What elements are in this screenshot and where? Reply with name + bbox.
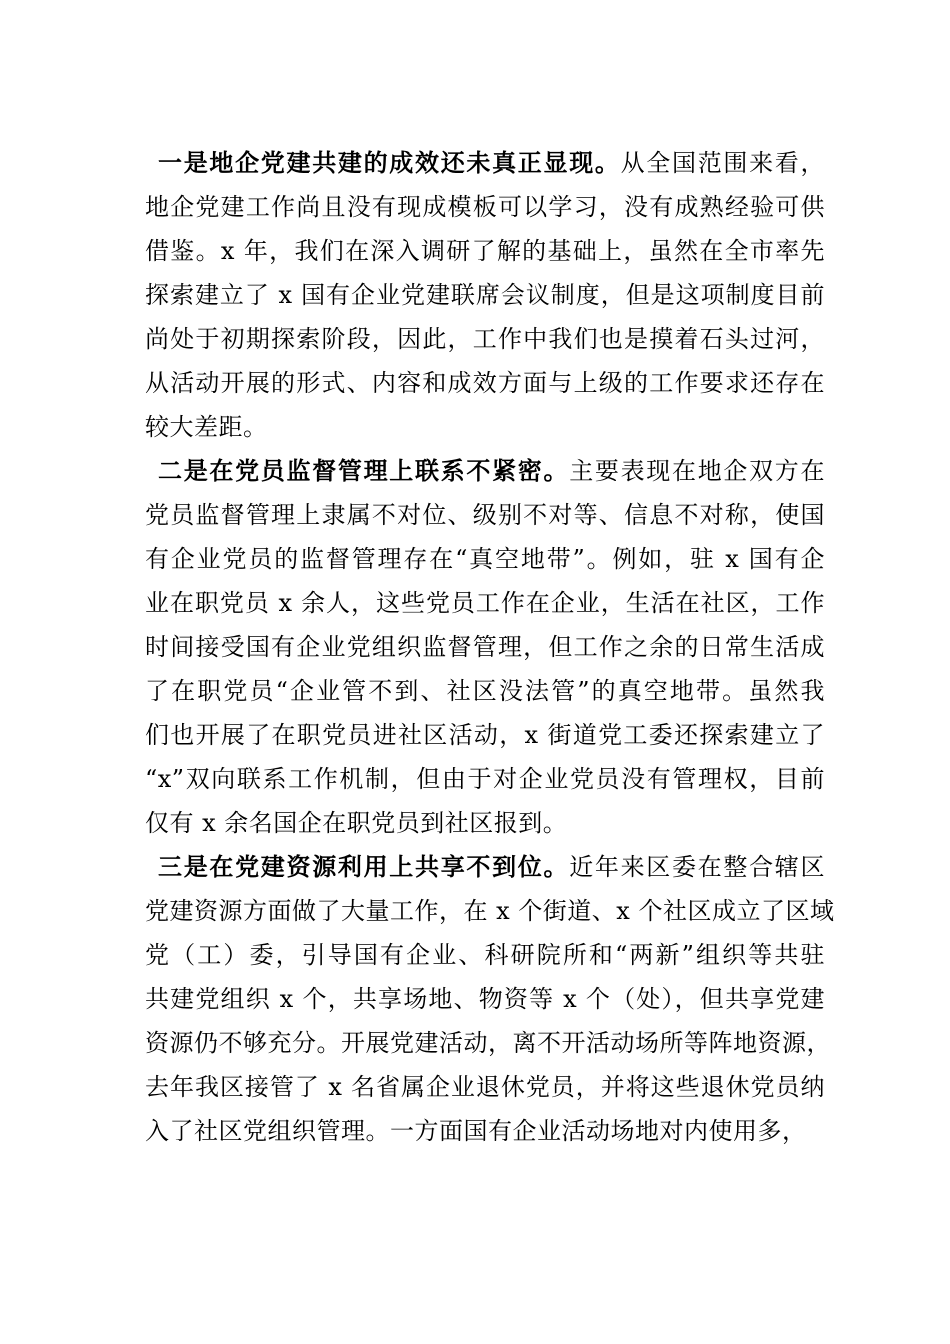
paragraph-1-line-4: 探索建立了 x 国有企业党建联席会议制度，但是这项制度目前 xyxy=(145,281,825,309)
paragraph-1-line-3: 借鉴。x 年，我们在深入调研了解的基础上，虽然在全市率先 xyxy=(145,237,825,265)
paragraph-3-line-2: 党建资源方面做了大量工作，在 x 个街道、x 个社区成立了区域 xyxy=(145,897,835,925)
paragraph-3-line-5: 资源仍不够充分。开展党建活动，离不开活动场所等阵地资源， xyxy=(145,1029,831,1057)
paragraph-3-line-7: 入了社区党组织管理。一方面国有企业活动场地对内使用多， xyxy=(145,1117,807,1145)
paragraph-1 xyxy=(145,141,825,449)
paragraph-1-line-1 xyxy=(145,141,825,185)
paragraph-2-line-1 xyxy=(145,449,825,493)
paragraph-3-lead: 三是在党建资源利用上共享不到位。 xyxy=(158,853,570,881)
paragraph-1-line-1-text: 从全国范围来看， xyxy=(620,149,826,177)
paragraph-3-line-6: 去年我区接管了 x 名省属企业退休党员，并将这些退休党员纳 xyxy=(145,1073,825,1101)
paragraph-2-line-3: 有企业党员的监督管理存在“真空地带”。例如，驻 x 国有企 xyxy=(145,545,825,573)
paragraph-2-line-6: 了在职党员“企业管不到、社区没法管”的真空地带。虽然我 xyxy=(145,677,825,705)
paragraph-1-line-5: 尚处于初期探索阶段，因此，工作中我们也是摸着石头过河， xyxy=(145,325,825,353)
paragraph-3 xyxy=(145,845,835,1153)
paragraph-2-line-4: 业在职党员 x 余人，这些党员工作在企业，生活在社区，工作 xyxy=(145,589,825,617)
paragraph-3-line-1-text: 近年来区委在整合辖区 xyxy=(569,853,826,881)
paragraph-2-line-1-text: 主要表现在地企双方在 xyxy=(569,457,826,485)
paragraph-3-line-1 xyxy=(145,845,825,889)
paragraph-2-line-8: “x”双向联系工作机制，但由于对企业党员没有管理权，目前 xyxy=(145,765,825,793)
paragraph-3-line-3: 党（工）委，引导国有企业、科研院所和“两新”组织等共驻 xyxy=(145,941,825,969)
paragraph-1-line-6: 从活动开展的形式、内容和成效方面与上级的工作要求还存在 xyxy=(145,369,825,397)
paragraph-2 xyxy=(145,449,825,845)
paragraph-1-lead: 一是地企党建共建的成效还未真正显现。 xyxy=(158,149,621,177)
paragraph-2-line-2: 党员监督管理上隶属不对位、级别不对等、信息不对称，使国 xyxy=(145,501,825,529)
paragraph-1-line-2: 地企党建工作尚且没有现成模板可以学习，没有成熟经验可供 xyxy=(145,193,825,221)
paragraph-2-lead: 二是在党员监督管理上联系不紧密。 xyxy=(158,457,570,485)
document-body xyxy=(145,141,835,1153)
paragraph-2-line-9: 仅有 x 余名国企在职党员到社区报到。 xyxy=(145,809,568,837)
paragraph-1-line-7: 较大差距。 xyxy=(145,413,268,441)
paragraph-2-line-7: 们也开展了在职党员进社区活动，x 街道党工委还探索建立了 xyxy=(145,721,825,749)
paragraph-2-line-5: 时间接受国有企业党组织监督管理，但工作之余的日常生活成 xyxy=(145,633,825,661)
paragraph-3-line-4: 共建党组织 x 个，共享场地、物资等 x 个（处），但共享党建 xyxy=(145,985,825,1013)
